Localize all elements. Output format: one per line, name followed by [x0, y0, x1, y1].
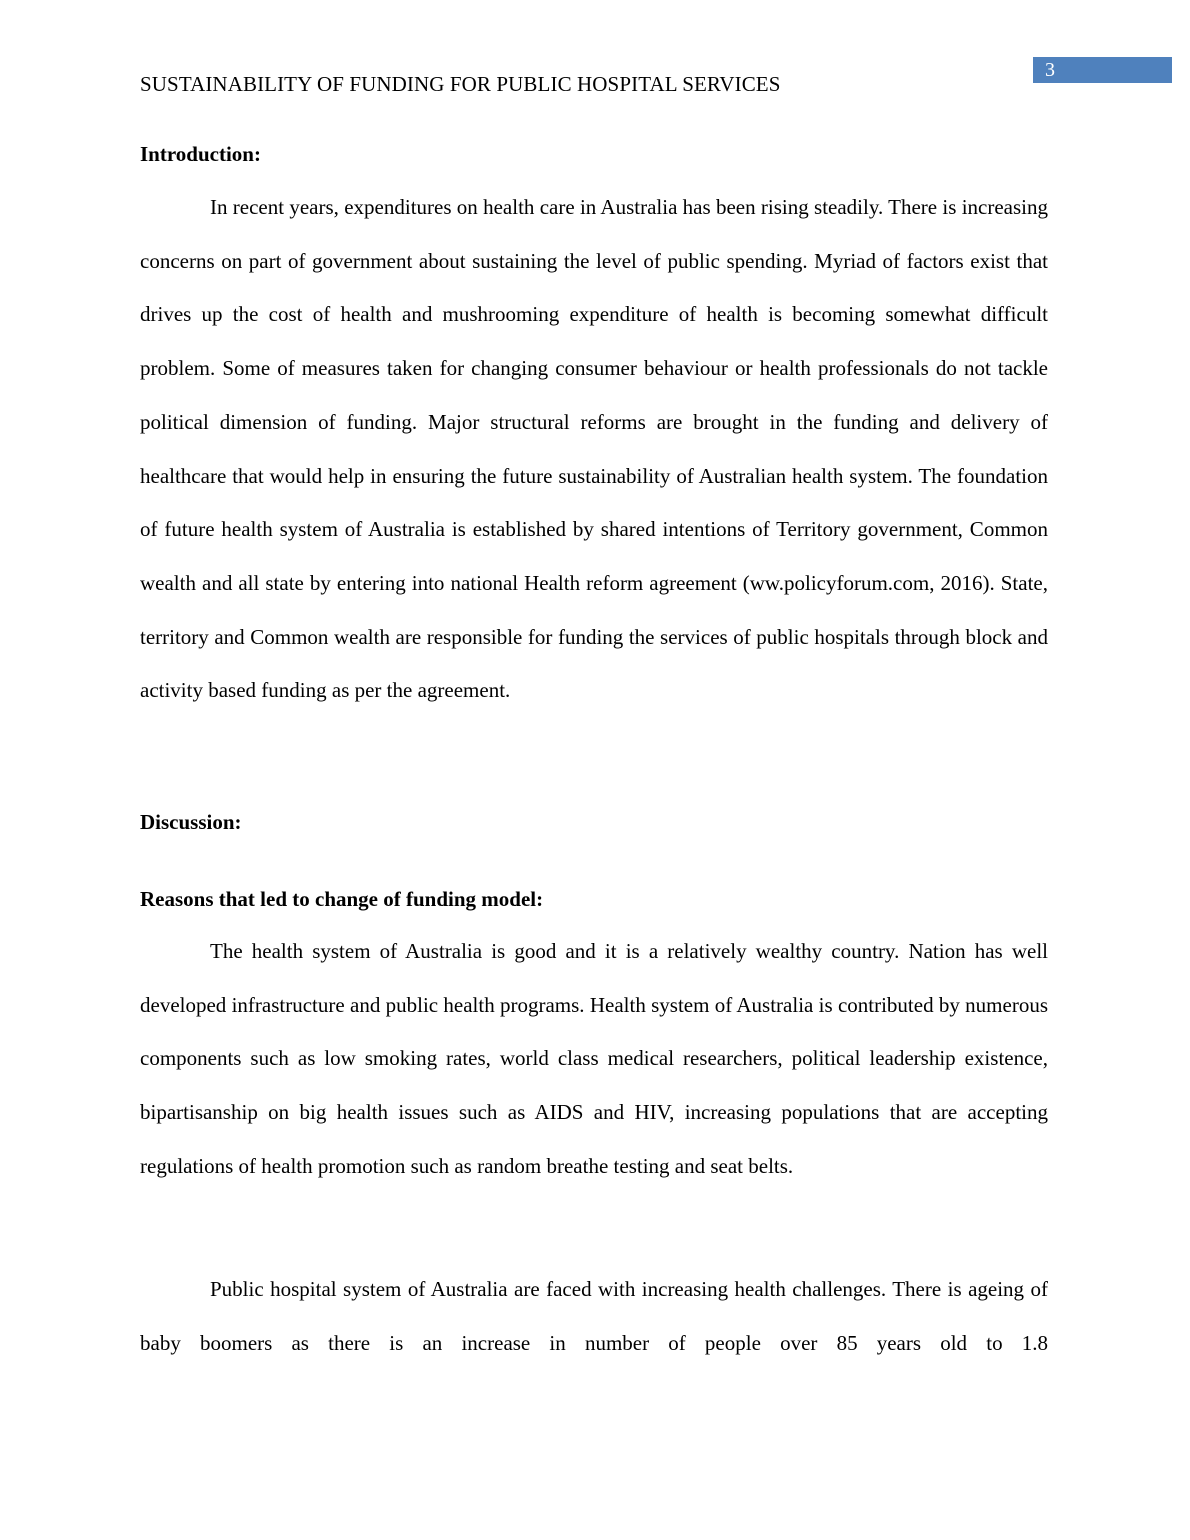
introduction-paragraph: In recent years, expenditures on health care in Australia has been rising steadily. There is increasing concerns on part of government about sustaining the level of public spending. Myriad of factors exist that drives up the cost of health and mushrooming expenditure of health is becoming somewhat difficult problem. Some of measures taken for changing consumer behaviour or health professionals do not tackle political dimension of funding. Major structural reforms are brought in the funding and delivery of healthcare that would help in ensuring the future sustainability of Australian health system. The foundation of future health system of Australia is established by shared intentions of Territory government, Common wealth and all state by entering into national Health reform agreement (ww.policyforum.com, 2016). State, territory and Common wealth are responsible for funding the services of public hospitals through block and activity based funding as per the agreement. [140, 195, 1048, 703]
reasons-heading: Reasons that led to change of funding model: [140, 887, 544, 911]
reasons-paragraph-2: Public hospital system of Australia are faced with increasing health challenges. There is ageing of baby boomers as there is an increase in number of people over 85 years old to 1.8 [140, 1277, 1048, 1355]
page-number-badge [1033, 57, 1172, 83]
page-number: 3 [1045, 59, 1055, 81]
running-head: SUSTAINABILITY OF FUNDING FOR PUBLIC HOSPITAL SERVICES [140, 72, 781, 96]
introduction-heading: Introduction: [140, 142, 261, 166]
reasons-paragraph-1: The health system of Australia is good and it is a relatively wealthy country. Nation has well developed infrastructure and public health programs. Health system of Australia is contributed by numerous components such as low smoking rates, world class medical researchers, political leadership existence, bipartisanship on big health issues such as AIDS and HIV, increasing populations that are accepting regulations of health promotion such as random breathe testing and seat belts. [140, 939, 1048, 1178]
discussion-heading: Discussion: [140, 810, 242, 834]
